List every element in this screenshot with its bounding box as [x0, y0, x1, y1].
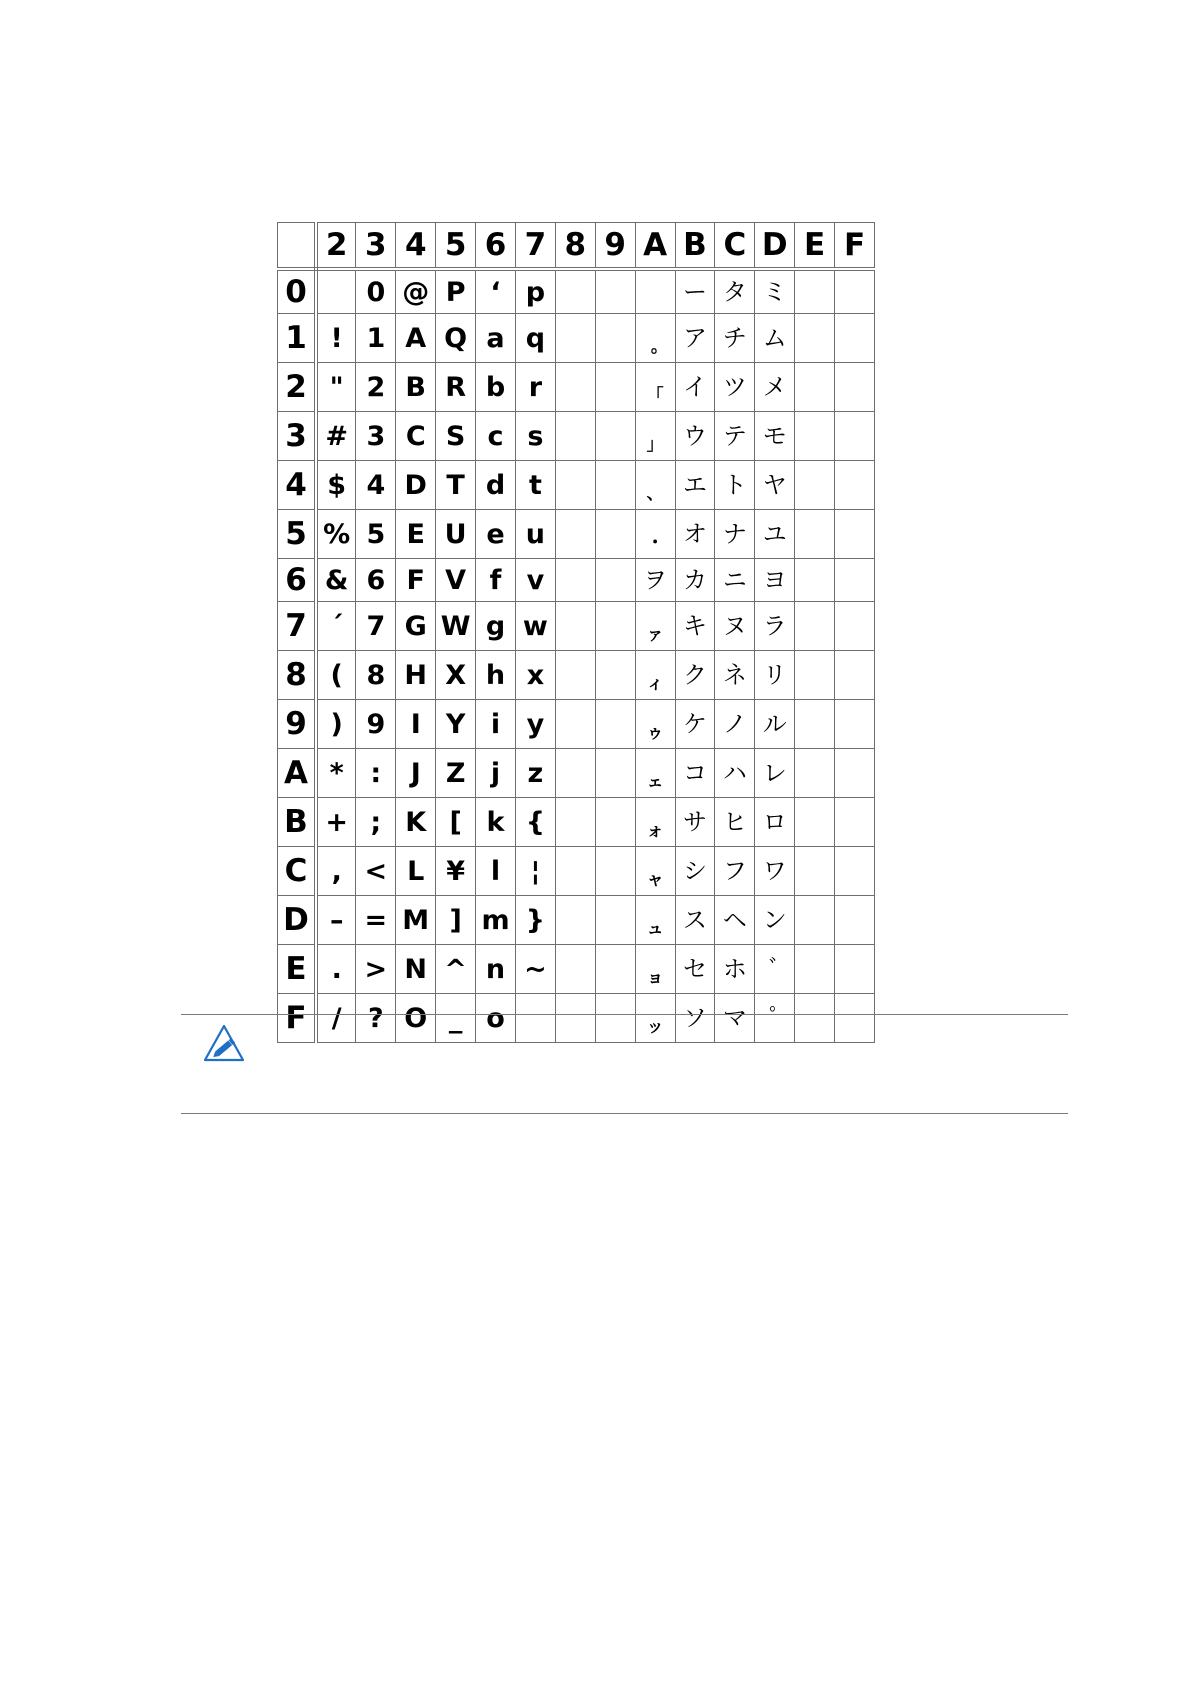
character-cell: [835, 314, 875, 363]
character-cell: J: [396, 749, 436, 798]
character-cell: O: [396, 994, 436, 1043]
row-header: 1: [278, 314, 317, 363]
character-cell: i: [476, 700, 516, 749]
character-cell: [795, 510, 835, 559]
character-cell: [835, 510, 875, 559]
character-cell: .: [316, 945, 356, 994]
character-cell: G: [396, 602, 436, 651]
table-row: [278, 269, 875, 314]
character-cell: ‘: [476, 269, 516, 314]
character-cell: j: [476, 749, 516, 798]
character-cell: ァ: [635, 602, 675, 651]
character-cell: 8: [356, 651, 396, 700]
character-cell: –: [316, 896, 356, 945]
character-cell: ヨ: [755, 559, 795, 602]
column-header: B: [675, 223, 715, 270]
character-cell: ュ: [635, 896, 675, 945]
character-cell: ^: [436, 945, 476, 994]
character-cell: [555, 749, 595, 798]
character-cell: [795, 994, 835, 1043]
character-cell: Q: [436, 314, 476, 363]
character-cell: ャ: [635, 847, 675, 896]
row-header: F: [278, 994, 317, 1043]
character-cell: c: [476, 412, 516, 461]
character-cell: [: [436, 798, 476, 847]
table-row: [278, 945, 875, 994]
character-cell: シ: [675, 847, 715, 896]
row-header: B: [278, 798, 317, 847]
character-cell: [795, 798, 835, 847]
character-cell: [595, 798, 635, 847]
character-cell: 1: [356, 314, 396, 363]
character-cell: ト: [715, 461, 755, 510]
character-cell: U: [436, 510, 476, 559]
table-row: [278, 847, 875, 896]
character-cell: [835, 559, 875, 602]
character-cell: [555, 945, 595, 994]
character-cell: ィ: [635, 651, 675, 700]
character-cell: ル: [755, 700, 795, 749]
character-cell: [835, 945, 875, 994]
character-cell: [595, 945, 635, 994]
character-cell: [835, 994, 875, 1043]
character-cell: [795, 461, 835, 510]
character-cell: [555, 412, 595, 461]
character-cell: ;: [356, 798, 396, 847]
corner-cell: [278, 223, 317, 270]
character-cell: p: [515, 269, 555, 314]
table-row: [278, 314, 875, 363]
column-header: A: [635, 223, 675, 270]
character-cell: [795, 412, 835, 461]
character-cell: ~: [515, 945, 555, 994]
character-cell: E: [396, 510, 436, 559]
character-cell: マ: [715, 994, 755, 1043]
character-cell: ¦: [515, 847, 555, 896]
character-cell: [555, 510, 595, 559]
character-cell: [835, 269, 875, 314]
character-cell: M: [396, 896, 436, 945]
character-cell: u: [515, 510, 555, 559]
character-cell: ォ: [635, 798, 675, 847]
character-cell: Y: [436, 700, 476, 749]
character-cell: [595, 749, 635, 798]
character-cell: [555, 798, 595, 847]
character-cell: v: [515, 559, 555, 602]
character-cell: {: [515, 798, 555, 847]
character-cell: [595, 510, 635, 559]
character-cell: [555, 896, 595, 945]
character-cell: [595, 700, 635, 749]
row-header: C: [278, 847, 317, 896]
character-cell: [595, 314, 635, 363]
character-cell: D: [396, 461, 436, 510]
character-cell: <: [356, 847, 396, 896]
character-cell: ツ: [715, 363, 755, 412]
character-cell: オ: [675, 510, 715, 559]
character-cell: 9: [356, 700, 396, 749]
column-header: D: [755, 223, 795, 270]
character-cell: ´: [316, 602, 356, 651]
character-cell: [595, 461, 635, 510]
character-cell: カ: [675, 559, 715, 602]
character-cell: d: [476, 461, 516, 510]
character-cell: [555, 994, 595, 1043]
column-header: 5: [436, 223, 476, 270]
header-row: [278, 223, 875, 270]
character-cell: レ: [755, 749, 795, 798]
character-cell: [316, 269, 356, 314]
table-row: [278, 559, 875, 602]
character-cell: [555, 363, 595, 412]
character-cell: $: [316, 461, 356, 510]
character-cell: 6: [356, 559, 396, 602]
character-cell: ﾞ: [755, 945, 795, 994]
character-cell: ¥: [436, 847, 476, 896]
character-cell: (: [316, 651, 356, 700]
character-cell: タ: [715, 269, 755, 314]
column-header: E: [795, 223, 835, 270]
row-header: 6: [278, 559, 317, 602]
character-cell: [595, 412, 635, 461]
character-cell: w: [515, 602, 555, 651]
table-row: [278, 412, 875, 461]
character-cell: R: [436, 363, 476, 412]
character-cell: [595, 559, 635, 602]
character-cell: I: [396, 700, 436, 749]
character-cell: V: [436, 559, 476, 602]
character-cell: a: [476, 314, 516, 363]
character-cell: イ: [675, 363, 715, 412]
character-cell: [595, 847, 635, 896]
character-cell: ヤ: [755, 461, 795, 510]
character-cell: ヌ: [715, 602, 755, 651]
character-cell: ): [316, 700, 356, 749]
character-cell: ヒ: [715, 798, 755, 847]
character-cell: ノ: [715, 700, 755, 749]
row-header: 7: [278, 602, 317, 651]
character-cell: &: [316, 559, 356, 602]
character-cell: [595, 269, 635, 314]
column-header: 3: [356, 223, 396, 270]
character-cell: X: [436, 651, 476, 700]
character-cell: t: [515, 461, 555, 510]
character-cell: N: [396, 945, 436, 994]
character-cell: ヲ: [635, 559, 675, 602]
character-cell: ]: [436, 896, 476, 945]
character-cell: ケ: [675, 700, 715, 749]
column-header: 8: [555, 223, 595, 270]
column-header: 6: [476, 223, 516, 270]
character-cell: ホ: [715, 945, 755, 994]
character-cell: [835, 896, 875, 945]
character-cell: [795, 314, 835, 363]
table-row: [278, 651, 875, 700]
character-cell: [795, 363, 835, 412]
character-cell: S: [436, 412, 476, 461]
row-header: E: [278, 945, 317, 994]
character-cell: y: [515, 700, 555, 749]
character-cell: [835, 602, 875, 651]
character-cell: @: [396, 269, 436, 314]
character-cell: フ: [715, 847, 755, 896]
character-cell: ワ: [755, 847, 795, 896]
character-cell: =: [356, 896, 396, 945]
character-cell: ｡: [635, 314, 675, 363]
character-code-table: [277, 222, 875, 1043]
character-cell: +: [316, 798, 356, 847]
column-header: C: [715, 223, 755, 270]
table-row: [278, 461, 875, 510]
character-cell: ッ: [635, 994, 675, 1043]
character-cell: [555, 269, 595, 314]
character-cell: 4: [356, 461, 396, 510]
character-cell: ェ: [635, 749, 675, 798]
character-cell: ユ: [755, 510, 795, 559]
character-cell: [595, 896, 635, 945]
character-cell: H: [396, 651, 436, 700]
character-cell: s: [515, 412, 555, 461]
character-cell: [835, 461, 875, 510]
character-cell: [555, 651, 595, 700]
character-cell: T: [436, 461, 476, 510]
character-cell: 5: [356, 510, 396, 559]
row-header: A: [278, 749, 317, 798]
character-cell: [795, 651, 835, 700]
character-cell: z: [515, 749, 555, 798]
character-cell: モ: [755, 412, 795, 461]
character-cell: !: [316, 314, 356, 363]
character-cell: 2: [356, 363, 396, 412]
character-cell: 「: [635, 363, 675, 412]
character-cell: セ: [675, 945, 715, 994]
character-cell: :: [356, 749, 396, 798]
character-cell: [835, 847, 875, 896]
character-cell: ム: [755, 314, 795, 363]
character-cell: F: [396, 559, 436, 602]
pencil-note-icon: [203, 1024, 245, 1064]
character-cell: ネ: [715, 651, 755, 700]
character-cell: ク: [675, 651, 715, 700]
character-cell: [635, 269, 675, 314]
character-cell: コ: [675, 749, 715, 798]
character-cell: b: [476, 363, 516, 412]
table-row: [278, 363, 875, 412]
note-bottom-rule: [181, 1113, 1068, 1114]
row-header: 5: [278, 510, 317, 559]
character-cell: [835, 749, 875, 798]
character-cell: /: [316, 994, 356, 1043]
character-cell: 」: [635, 412, 675, 461]
character-cell: キ: [675, 602, 715, 651]
character-cell: [555, 314, 595, 363]
character-cell: [555, 847, 595, 896]
character-cell: [595, 994, 635, 1043]
character-cell: [515, 994, 555, 1043]
character-cell: L: [396, 847, 436, 896]
row-header: 8: [278, 651, 317, 700]
character-cell: ナ: [715, 510, 755, 559]
character-cell: o: [476, 994, 516, 1043]
character-cell: 7: [356, 602, 396, 651]
character-cell: l: [476, 847, 516, 896]
character-cell: サ: [675, 798, 715, 847]
character-cell: チ: [715, 314, 755, 363]
note-top-rule: [181, 1014, 1068, 1015]
character-cell: [835, 798, 875, 847]
character-cell: k: [476, 798, 516, 847]
column-header: 7: [515, 223, 555, 270]
character-cell: ・: [635, 510, 675, 559]
character-cell: [795, 559, 835, 602]
character-cell: [795, 269, 835, 314]
character-cell: テ: [715, 412, 755, 461]
character-cell: [795, 602, 835, 651]
character-cell: [595, 651, 635, 700]
character-cell: 3: [356, 412, 396, 461]
character-cell: [795, 896, 835, 945]
character-cell: [795, 847, 835, 896]
column-header: 9: [595, 223, 635, 270]
row-header: 0: [278, 269, 317, 314]
row-header: 3: [278, 412, 317, 461]
character-cell: m: [476, 896, 516, 945]
character-cell: r: [515, 363, 555, 412]
character-cell: ミ: [755, 269, 795, 314]
character-cell: エ: [675, 461, 715, 510]
character-cell: [795, 945, 835, 994]
character-cell: 、: [635, 461, 675, 510]
character-cell: ス: [675, 896, 715, 945]
character-cell: リ: [755, 651, 795, 700]
character-cell: [555, 461, 595, 510]
character-cell: >: [356, 945, 396, 994]
character-cell: ョ: [635, 945, 675, 994]
character-cell: ソ: [675, 994, 715, 1043]
character-cell: ﾟ: [755, 994, 795, 1043]
character-cell: W: [436, 602, 476, 651]
character-cell: [835, 363, 875, 412]
character-cell: [555, 700, 595, 749]
character-cell: g: [476, 602, 516, 651]
character-cell: ラ: [755, 602, 795, 651]
character-cell: *: [316, 749, 356, 798]
character-cell: [595, 363, 635, 412]
character-cell: ヘ: [715, 896, 755, 945]
character-cell: C: [396, 412, 436, 461]
column-header: F: [835, 223, 875, 270]
table-row: [278, 749, 875, 798]
table-row: [278, 994, 875, 1043]
character-cell: Z: [436, 749, 476, 798]
character-cell: [835, 700, 875, 749]
row-header: 2: [278, 363, 317, 412]
character-cell: P: [436, 269, 476, 314]
table-row: [278, 510, 875, 559]
table-row: [278, 896, 875, 945]
character-cell: _: [436, 994, 476, 1043]
character-cell: [795, 749, 835, 798]
character-cell: n: [476, 945, 516, 994]
character-cell: h: [476, 651, 516, 700]
character-cell: ー: [675, 269, 715, 314]
character-cell: ゥ: [635, 700, 675, 749]
character-cell: #: [316, 412, 356, 461]
row-header: D: [278, 896, 317, 945]
table-row: [278, 798, 875, 847]
character-cell: x: [515, 651, 555, 700]
row-header: 9: [278, 700, 317, 749]
row-header: 4: [278, 461, 317, 510]
table-row: [278, 700, 875, 749]
character-cell: [595, 602, 635, 651]
character-cell: ハ: [715, 749, 755, 798]
character-cell: B: [396, 363, 436, 412]
character-cell: f: [476, 559, 516, 602]
character-cell: ア: [675, 314, 715, 363]
character-cell: [835, 651, 875, 700]
character-cell: q: [515, 314, 555, 363]
character-cell: %: [316, 510, 356, 559]
column-header: 2: [316, 223, 356, 270]
character-cell: K: [396, 798, 436, 847]
character-cell: ロ: [755, 798, 795, 847]
character-cell: }: [515, 896, 555, 945]
character-cell: 0: [356, 269, 396, 314]
character-cell: [835, 412, 875, 461]
character-cell: ,: [316, 847, 356, 896]
character-cell: ニ: [715, 559, 755, 602]
character-cell: ?: [356, 994, 396, 1043]
character-cell: メ: [755, 363, 795, 412]
character-cell: e: [476, 510, 516, 559]
character-cell: ウ: [675, 412, 715, 461]
character-cell: [555, 602, 595, 651]
column-header: 4: [396, 223, 436, 270]
character-cell: ン: [755, 896, 795, 945]
character-cell: A: [396, 314, 436, 363]
character-cell: ": [316, 363, 356, 412]
character-cell: [795, 700, 835, 749]
table-row: [278, 602, 875, 651]
character-cell: [555, 559, 595, 602]
